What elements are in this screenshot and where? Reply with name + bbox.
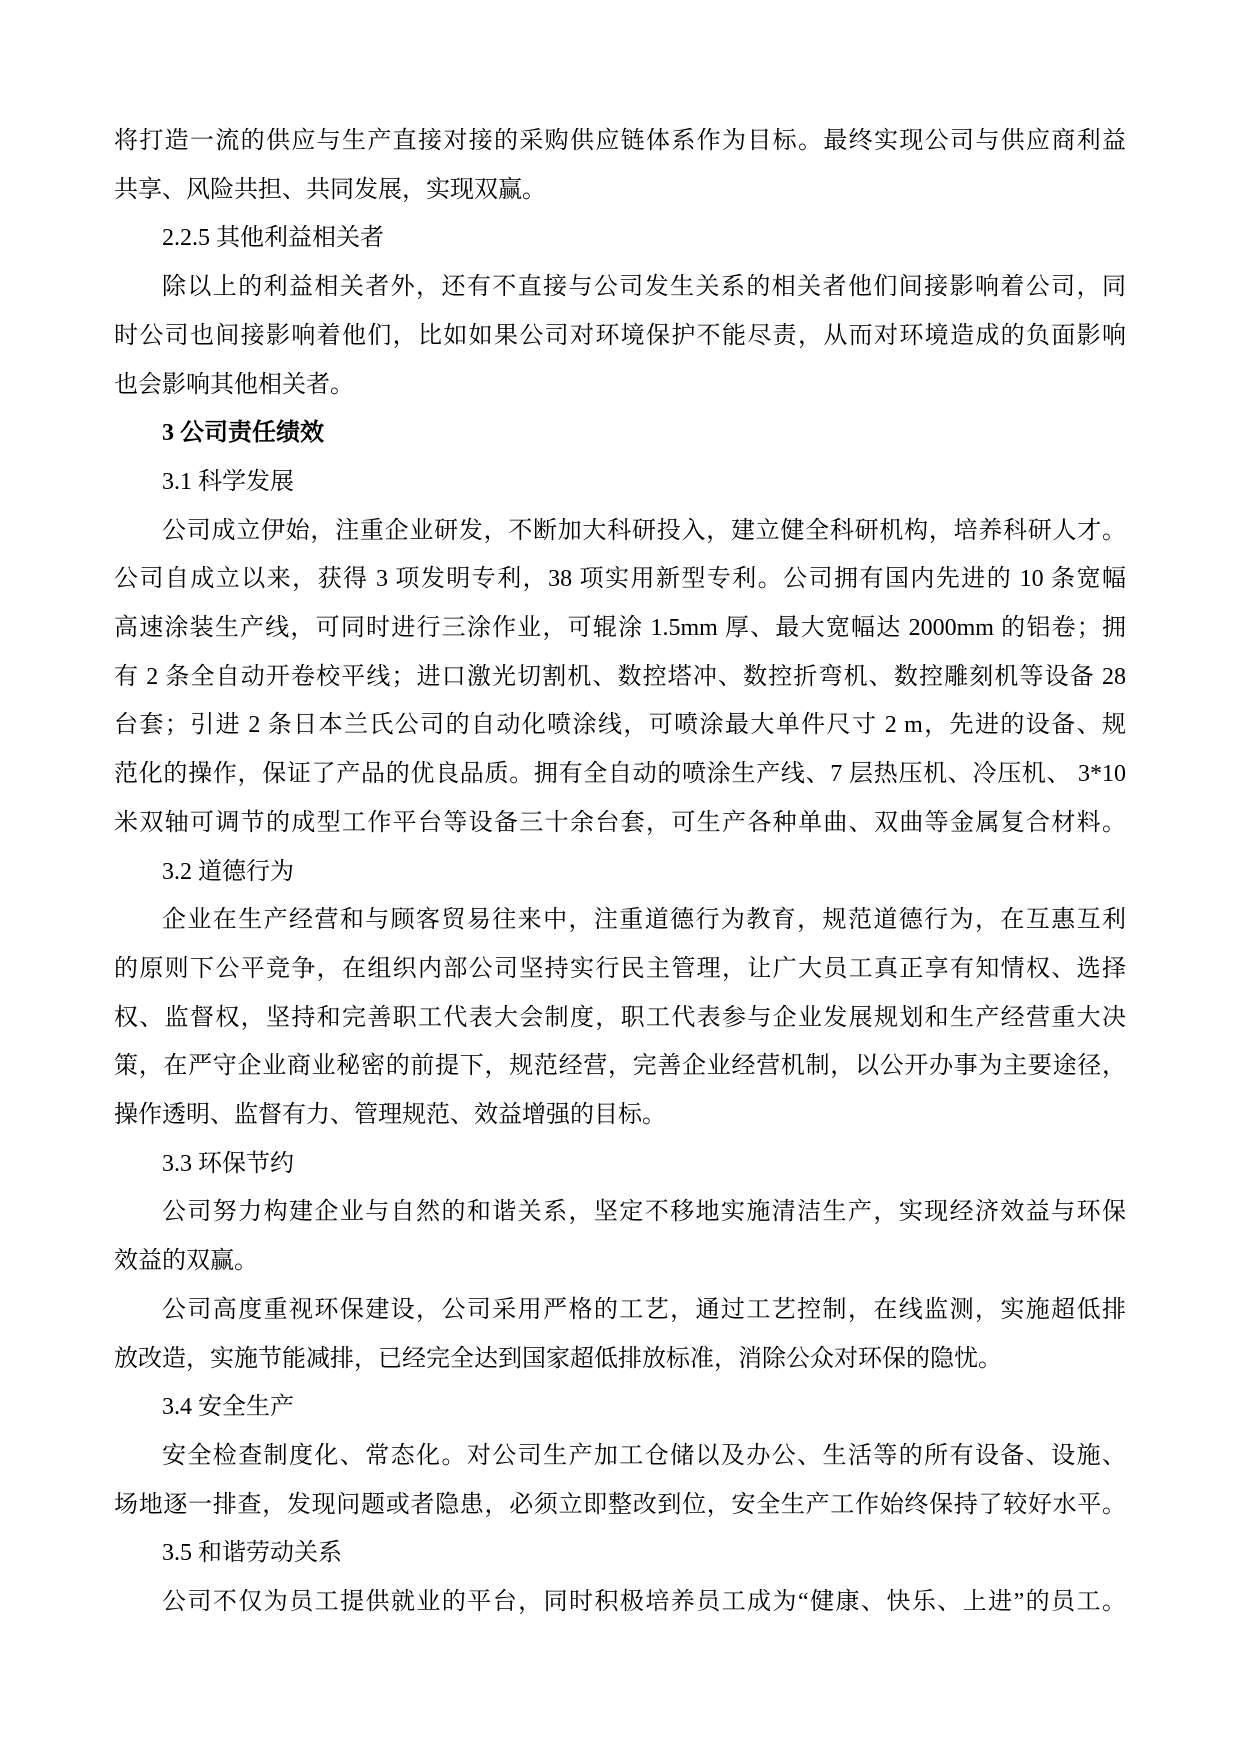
body-line: 台套；引进 2 条日本兰氏公司的自动化喷涂线，可喷涂最大单件尺寸 2 m，先进的设备、规	[114, 712, 1126, 739]
body-line: 的原则下公平竞争，在组织内部公司坚持实行民主管理，让广大员工真正享有知情权、选择	[114, 955, 1126, 982]
body-line: 除以上的利益相关者外，还有不直接与公司发生关系的相关者他们间接影响着公司，同	[162, 274, 1126, 301]
body-line: 安全检查制度化、常态化。对公司生产加工仓储以及办公、生活等的所有设备、设施、	[162, 1442, 1126, 1469]
document-text-block	[114, 117, 1126, 1627]
body-line: 公司不仅为员工提供就业的平台，同时积极培养员工成为“健康、快乐、上进”的员工。	[162, 1589, 1126, 1616]
body-line: 放改造，实施节能减排，已经完全达到国家超低排放标准，消除公众对环保的隐忧。	[114, 1345, 1002, 1372]
body-line: 范化的操作，保证了产品的优良品质。拥有全自动的喷涂生产线、7 层热压机、冷压机、 3*10	[114, 761, 1126, 788]
body-line: 公司自成立以来，获得 3 项发明专利，38 项实用新型专利。公司拥有国内先进的 10 条宽幅	[114, 566, 1126, 593]
heading-3-5-harmonious-labor-relations: 3.5 和谐劳动关系	[162, 1540, 342, 1567]
body-line: 权、监督权，坚持和完善职工代表大会制度，职工代表参与企业发展规划和生产经营重大决	[114, 1004, 1126, 1031]
body-line: 有 2 条全自动开卷校平线；进口激光切割机、数控塔冲、数控折弯机、数控雕刻机等设备 28	[114, 663, 1126, 690]
heading-3-responsibility-performance: 3 公司责任绩效	[162, 420, 324, 447]
body-line: 策，在严守企业商业秘密的前提下，规范经营，完善企业经营机制，以公开办事为主要途径，	[114, 1053, 1126, 1080]
body-line: 场地逐一排查，发现问题或者隐患，必须立即整改到位，安全生产工作始终保持了较好水平。	[114, 1491, 1126, 1518]
body-line: 共享、风险共担、共同发展，实现双赢。	[114, 176, 546, 203]
body-line: 时公司也间接影响着他们，比如如果公司对环境保护不能尽责，从而对环境造成的负面影响	[114, 322, 1126, 349]
body-line: 效益的双赢。	[114, 1248, 258, 1275]
heading-3-3-environmental-conservation: 3.3 环保节约	[162, 1150, 294, 1177]
body-line: 高速涂装生产线，可同时进行三涂作业，可辊涂 1.5mm 厚、最大宽幅达 2000mm 的铝卷；拥	[114, 615, 1126, 642]
body-line: 企业在生产经营和与顾客贸易往来中，注重道德行为教育，规范道德行为，在互惠互利	[162, 907, 1126, 934]
heading-2-2-5-other-stakeholders: 2.2.5 其他利益相关者	[162, 225, 384, 252]
body-line: 米双轴可调节的成型工作平台等设备三十余台套，可生产各种单曲、双曲等金属复合材料。	[114, 809, 1126, 836]
body-line: 也会影响其他相关者。	[114, 371, 354, 398]
heading-3-4-production-safety: 3.4 安全生产	[162, 1394, 294, 1421]
body-line: 公司努力构建企业与自然的和谐关系，坚定不移地实施清洁生产，实现经济效益与环保	[162, 1199, 1126, 1226]
heading-3-1-scientific-development: 3.1 科学发展	[162, 468, 294, 495]
body-line: 将打造一流的供应与生产直接对接的采购供应链体系作为目标。最终实现公司与供应商利益	[114, 128, 1126, 154]
body-line: 公司高度重视环保建设，公司采用严格的工艺，通过工艺控制，在线监测，实施超低排	[162, 1296, 1126, 1323]
body-line: 操作透明、监督有力、管理规范、效益增强的目标。	[114, 1102, 666, 1129]
body-line: 公司成立伊始，注重企业研发，不断加大科研投入，建立健全科研机构，培养科研人才。	[162, 517, 1126, 544]
heading-3-2-ethical-behavior: 3.2 道德行为	[162, 858, 294, 885]
